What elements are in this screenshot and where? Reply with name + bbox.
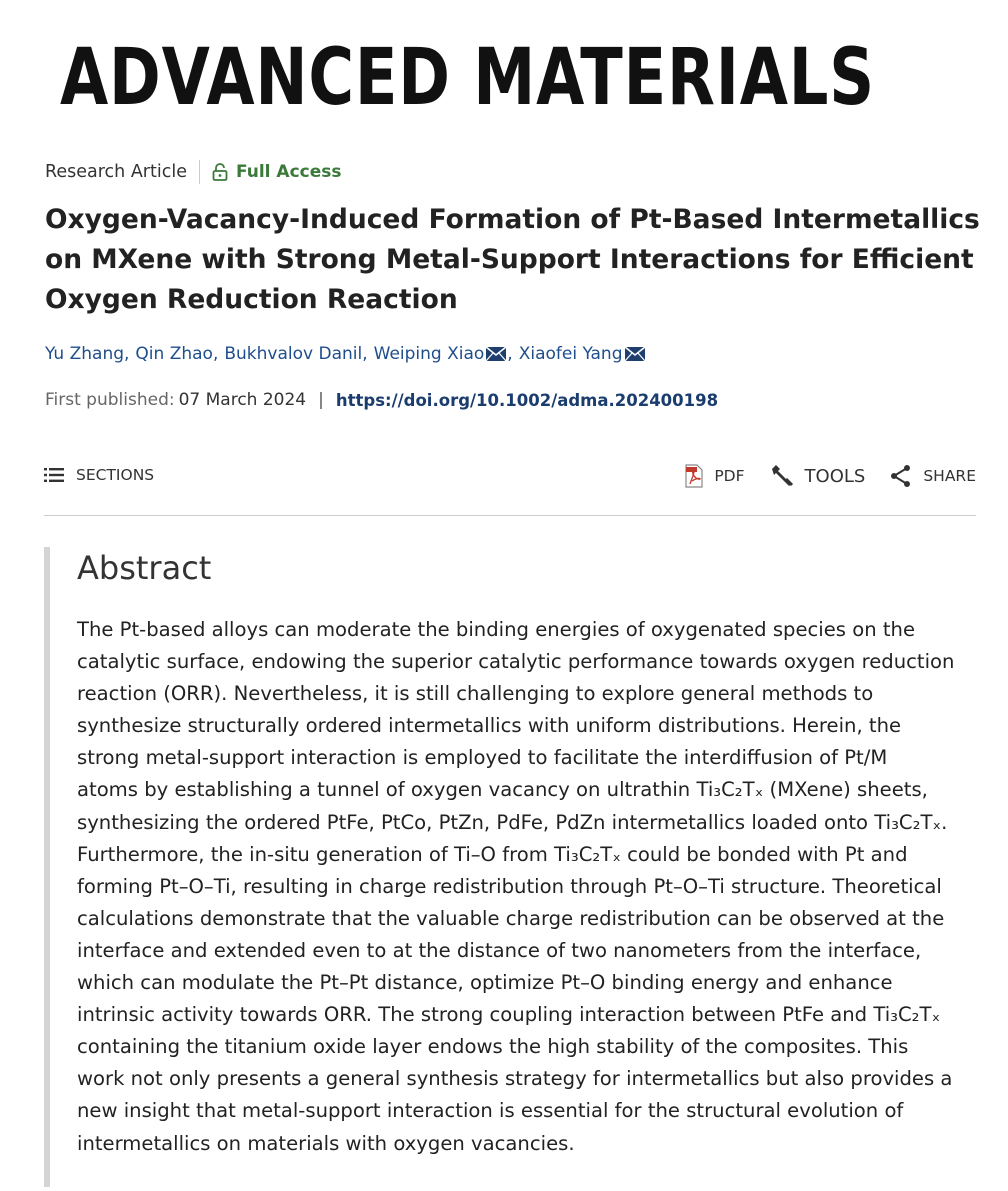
tools-label: TOOLS xyxy=(804,465,866,487)
article-title-line: Oxygen-Vacancy-Induced Formation of Pt-Based Intermetallics xyxy=(45,204,980,235)
author-link[interactable]: Qin Zhao xyxy=(135,344,213,364)
abstract-line: containing the titanium oxide layer endows the high stability of the composites. This xyxy=(77,1035,909,1059)
journal-logo[interactable] xyxy=(60,33,880,123)
abstract-line: intrinsic activity towards ORR. The strong coupling interaction between PtFe and Ti₃C₂Tₓ xyxy=(77,1003,941,1027)
abstract-line: synthesize structurally ordered intermetallics with uniform distributions. Herein, the xyxy=(77,714,902,738)
article-title-line: on MXene with Strong Metal-Support Interactions for Efficient xyxy=(45,244,974,275)
wrench-icon xyxy=(769,463,795,489)
abstract-line: reaction (ORR). Nevertheless, it is still challenging to explore general methods to xyxy=(77,682,874,706)
first-published-date: 07 March 2024 xyxy=(178,390,307,410)
article-toolbar xyxy=(44,461,976,495)
share-label: SHARE xyxy=(923,467,976,485)
menu-icon xyxy=(44,467,64,483)
access-status: Full Access xyxy=(235,162,342,182)
abstract-text xyxy=(77,614,987,1160)
article-title-line: Oxygen Reduction Reaction xyxy=(45,284,458,315)
abstract-line: work not only presents a general synthesis strategy for intermetallics but also provides a xyxy=(77,1067,953,1091)
abstract-heading: Abstract xyxy=(77,549,212,587)
abstract-line: new insight that metal-support interaction is essential for the structural evolution of xyxy=(77,1099,904,1123)
svg-text:ADVANCED MATERIALS: ADVANCED MATERIALS xyxy=(60,33,875,123)
author-separator: , xyxy=(124,344,130,364)
article-type: Research Article xyxy=(45,162,187,182)
abstract-line: catalytic surface, endowing the superior catalytic performance towards oxygen reduction xyxy=(77,650,955,674)
sections-label: SECTIONS xyxy=(76,466,155,484)
abstract-line: interface and extended even to at the distance of two nanometers from the interface, xyxy=(77,938,922,962)
journal-logo-wordmark xyxy=(60,33,880,123)
abstract-line: Furthermore, the in-situ generation of Ti–O from Ti₃C₂Tₓ could be bonded with Pt and xyxy=(77,842,908,866)
abstract-line: calculations demonstrate that the valuable charge redistribution can be observed at the xyxy=(77,906,945,930)
abstract-line: strong metal-support interaction is employed to facilitate the interdiffusion of Pt/M xyxy=(77,746,888,770)
abstract-line: forming Pt–O–Ti, resulting in charge redistribution through Pt–O–Ti structure. Theoretical xyxy=(77,874,942,898)
author-separator: , xyxy=(362,344,368,364)
abstract-line: synthesizing the ordered PtFe, PtCo, PtZn, PdFe, PdZn intermetallics loaded onto Ti₃C₂Tₓ. xyxy=(77,810,948,834)
share-button[interactable] xyxy=(889,464,976,488)
share-icon xyxy=(889,464,913,488)
pub-separator: | xyxy=(318,390,324,410)
article-title xyxy=(45,200,985,320)
author-link[interactable]: Yu Zhang xyxy=(45,344,125,364)
pdf-label: PDF xyxy=(714,467,745,485)
publication-info xyxy=(45,387,718,413)
abstract-line: intermetallics on materials with oxygen vacancies. xyxy=(77,1131,575,1155)
toolbar-actions xyxy=(660,463,976,489)
email-icon[interactable] xyxy=(485,346,507,362)
article-meta-row xyxy=(45,159,342,185)
author-link[interactable]: Bukhvalov Danil xyxy=(224,344,363,364)
abstract-line: atoms by establishing a tunnel of oxygen vacancy on ultrathin Ti₃C₂Tₓ (MXene) sheets, xyxy=(77,778,928,802)
tools-button[interactable] xyxy=(769,463,866,489)
first-published-label: First published: xyxy=(45,390,175,410)
meta-separator xyxy=(199,160,200,184)
email-icon[interactable] xyxy=(624,346,646,362)
toolbar-divider xyxy=(44,515,976,516)
author-list xyxy=(45,341,646,367)
open-lock-icon xyxy=(212,163,228,181)
abstract-section xyxy=(44,547,984,1187)
author-separator: , xyxy=(507,344,513,364)
abstract-line: The Pt-based alloys can moderate the binding energies of oxygenated species on the xyxy=(77,618,916,641)
doi-link[interactable]: https://doi.org/10.1002/adma.202400198 xyxy=(335,390,719,410)
abstract-line: which can modulate the Pt–Pt distance, optimize Pt–O binding energy and enhance xyxy=(77,971,893,995)
author-link[interactable]: Xiaofei Yang xyxy=(518,344,623,364)
sections-button[interactable] xyxy=(44,466,154,484)
author-link[interactable]: Weiping Xiao xyxy=(373,344,485,364)
abstract-left-rule xyxy=(44,547,50,1187)
pdf-button[interactable] xyxy=(684,464,744,488)
pdf-icon xyxy=(684,464,704,488)
author-separator: , xyxy=(212,344,219,364)
